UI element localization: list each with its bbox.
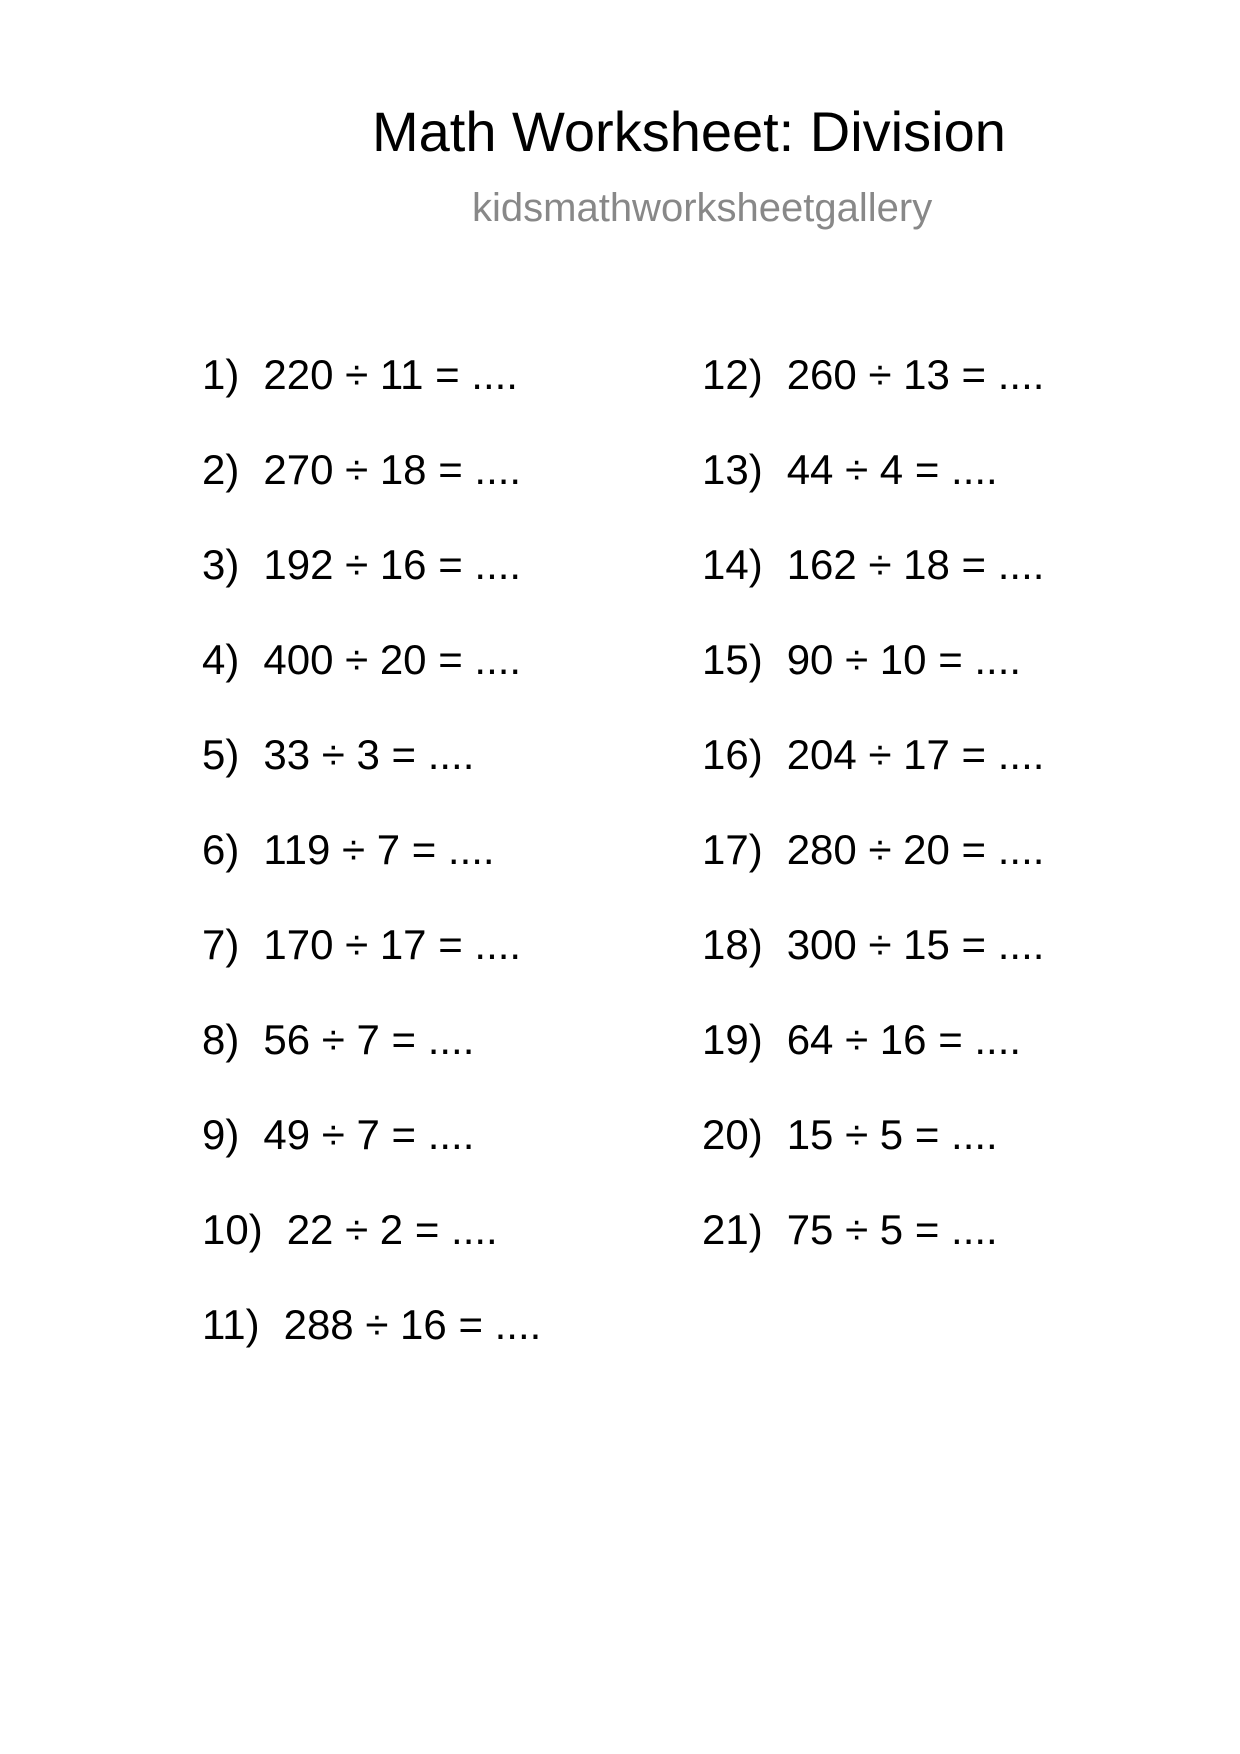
- problem-number: 13): [702, 446, 763, 493]
- problem-number: 19): [702, 1016, 763, 1063]
- problem-item: [202, 445, 722, 540]
- problem-expression: 280 ÷ 20 = ....: [786, 826, 1045, 873]
- problem-item: [202, 635, 722, 730]
- problem-expression: 90 ÷ 10 = ....: [786, 636, 1022, 683]
- problem-number: 3): [202, 541, 240, 588]
- problem-item: [202, 1110, 722, 1205]
- problem-number: 18): [702, 921, 763, 968]
- problem-item: [202, 350, 722, 445]
- problem-expression: 75 ÷ 5 = ....: [786, 1206, 998, 1253]
- problem-item: [202, 540, 722, 635]
- problem-expression: 119 ÷ 7 = ....: [263, 826, 495, 873]
- problem-expression: 300 ÷ 15 = ....: [786, 921, 1045, 968]
- problem-expression: 260 ÷ 13 = ....: [786, 351, 1045, 398]
- problem-number: 10): [202, 1206, 263, 1253]
- problem-number: 16): [702, 731, 763, 778]
- problem-item: [702, 730, 1222, 825]
- page-subtitle: kidsmathworksheetgallery: [472, 186, 933, 230]
- problem-expression: 220 ÷ 11 = ....: [263, 351, 518, 398]
- problem-item: [202, 1300, 722, 1395]
- problem-number: 21): [702, 1206, 763, 1253]
- problem-item: [702, 635, 1222, 730]
- problem-expression: 33 ÷ 3 = ....: [263, 731, 475, 778]
- problem-number: 14): [702, 541, 763, 588]
- problem-number: 11): [202, 1301, 260, 1348]
- problem-number: 6): [202, 826, 240, 873]
- problem-item: [202, 1205, 722, 1300]
- problem-expression: 64 ÷ 16 = ....: [786, 1016, 1022, 1063]
- problem-item: [702, 920, 1222, 1015]
- problem-item: [202, 1015, 722, 1110]
- problem-expression: 170 ÷ 17 = ....: [263, 921, 522, 968]
- problem-number: 9): [202, 1111, 240, 1158]
- problem-item: [702, 825, 1222, 920]
- worksheet-header: [0, 0, 1240, 260]
- problem-expression: 192 ÷ 16 = ....: [263, 541, 522, 588]
- problem-expression: 270 ÷ 18 = ....: [263, 446, 522, 493]
- problem-expression: 56 ÷ 7 = ....: [263, 1016, 475, 1063]
- problem-number: 2): [202, 446, 240, 493]
- problem-expression: 49 ÷ 7 = ....: [263, 1111, 475, 1158]
- page-title: Math Worksheet: Division: [372, 100, 1006, 163]
- problem-number: 20): [702, 1111, 763, 1158]
- problem-expression: 22 ÷ 2 = ....: [286, 1206, 498, 1253]
- problem-item: [702, 540, 1222, 635]
- problem-expression: 288 ÷ 16 = ....: [283, 1301, 542, 1348]
- problem-number: 15): [702, 636, 763, 683]
- problem-item: [202, 825, 722, 920]
- problem-list-right: [702, 350, 1222, 1300]
- problem-item: [702, 1110, 1222, 1205]
- problem-item: [702, 445, 1222, 540]
- problem-expression: 44 ÷ 4 = ....: [786, 446, 998, 493]
- problem-expression: 400 ÷ 20 = ....: [263, 636, 522, 683]
- problem-item: [202, 730, 722, 825]
- problem-number: 1): [202, 351, 240, 398]
- problem-item: [702, 350, 1222, 445]
- problem-number: 17): [702, 826, 763, 873]
- problem-expression: 162 ÷ 18 = ....: [786, 541, 1045, 588]
- problem-number: 12): [702, 351, 763, 398]
- problem-number: 4): [202, 636, 240, 683]
- problem-expression: 204 ÷ 17 = ....: [786, 731, 1045, 778]
- problem-expression: 15 ÷ 5 = ....: [786, 1111, 998, 1158]
- problem-item: [202, 920, 722, 1015]
- problem-list-left: [202, 350, 722, 1395]
- problem-item: [702, 1015, 1222, 1110]
- problem-number: 8): [202, 1016, 240, 1063]
- problem-item: [702, 1205, 1222, 1300]
- problem-number: 7): [202, 921, 240, 968]
- problem-number: 5): [202, 731, 240, 778]
